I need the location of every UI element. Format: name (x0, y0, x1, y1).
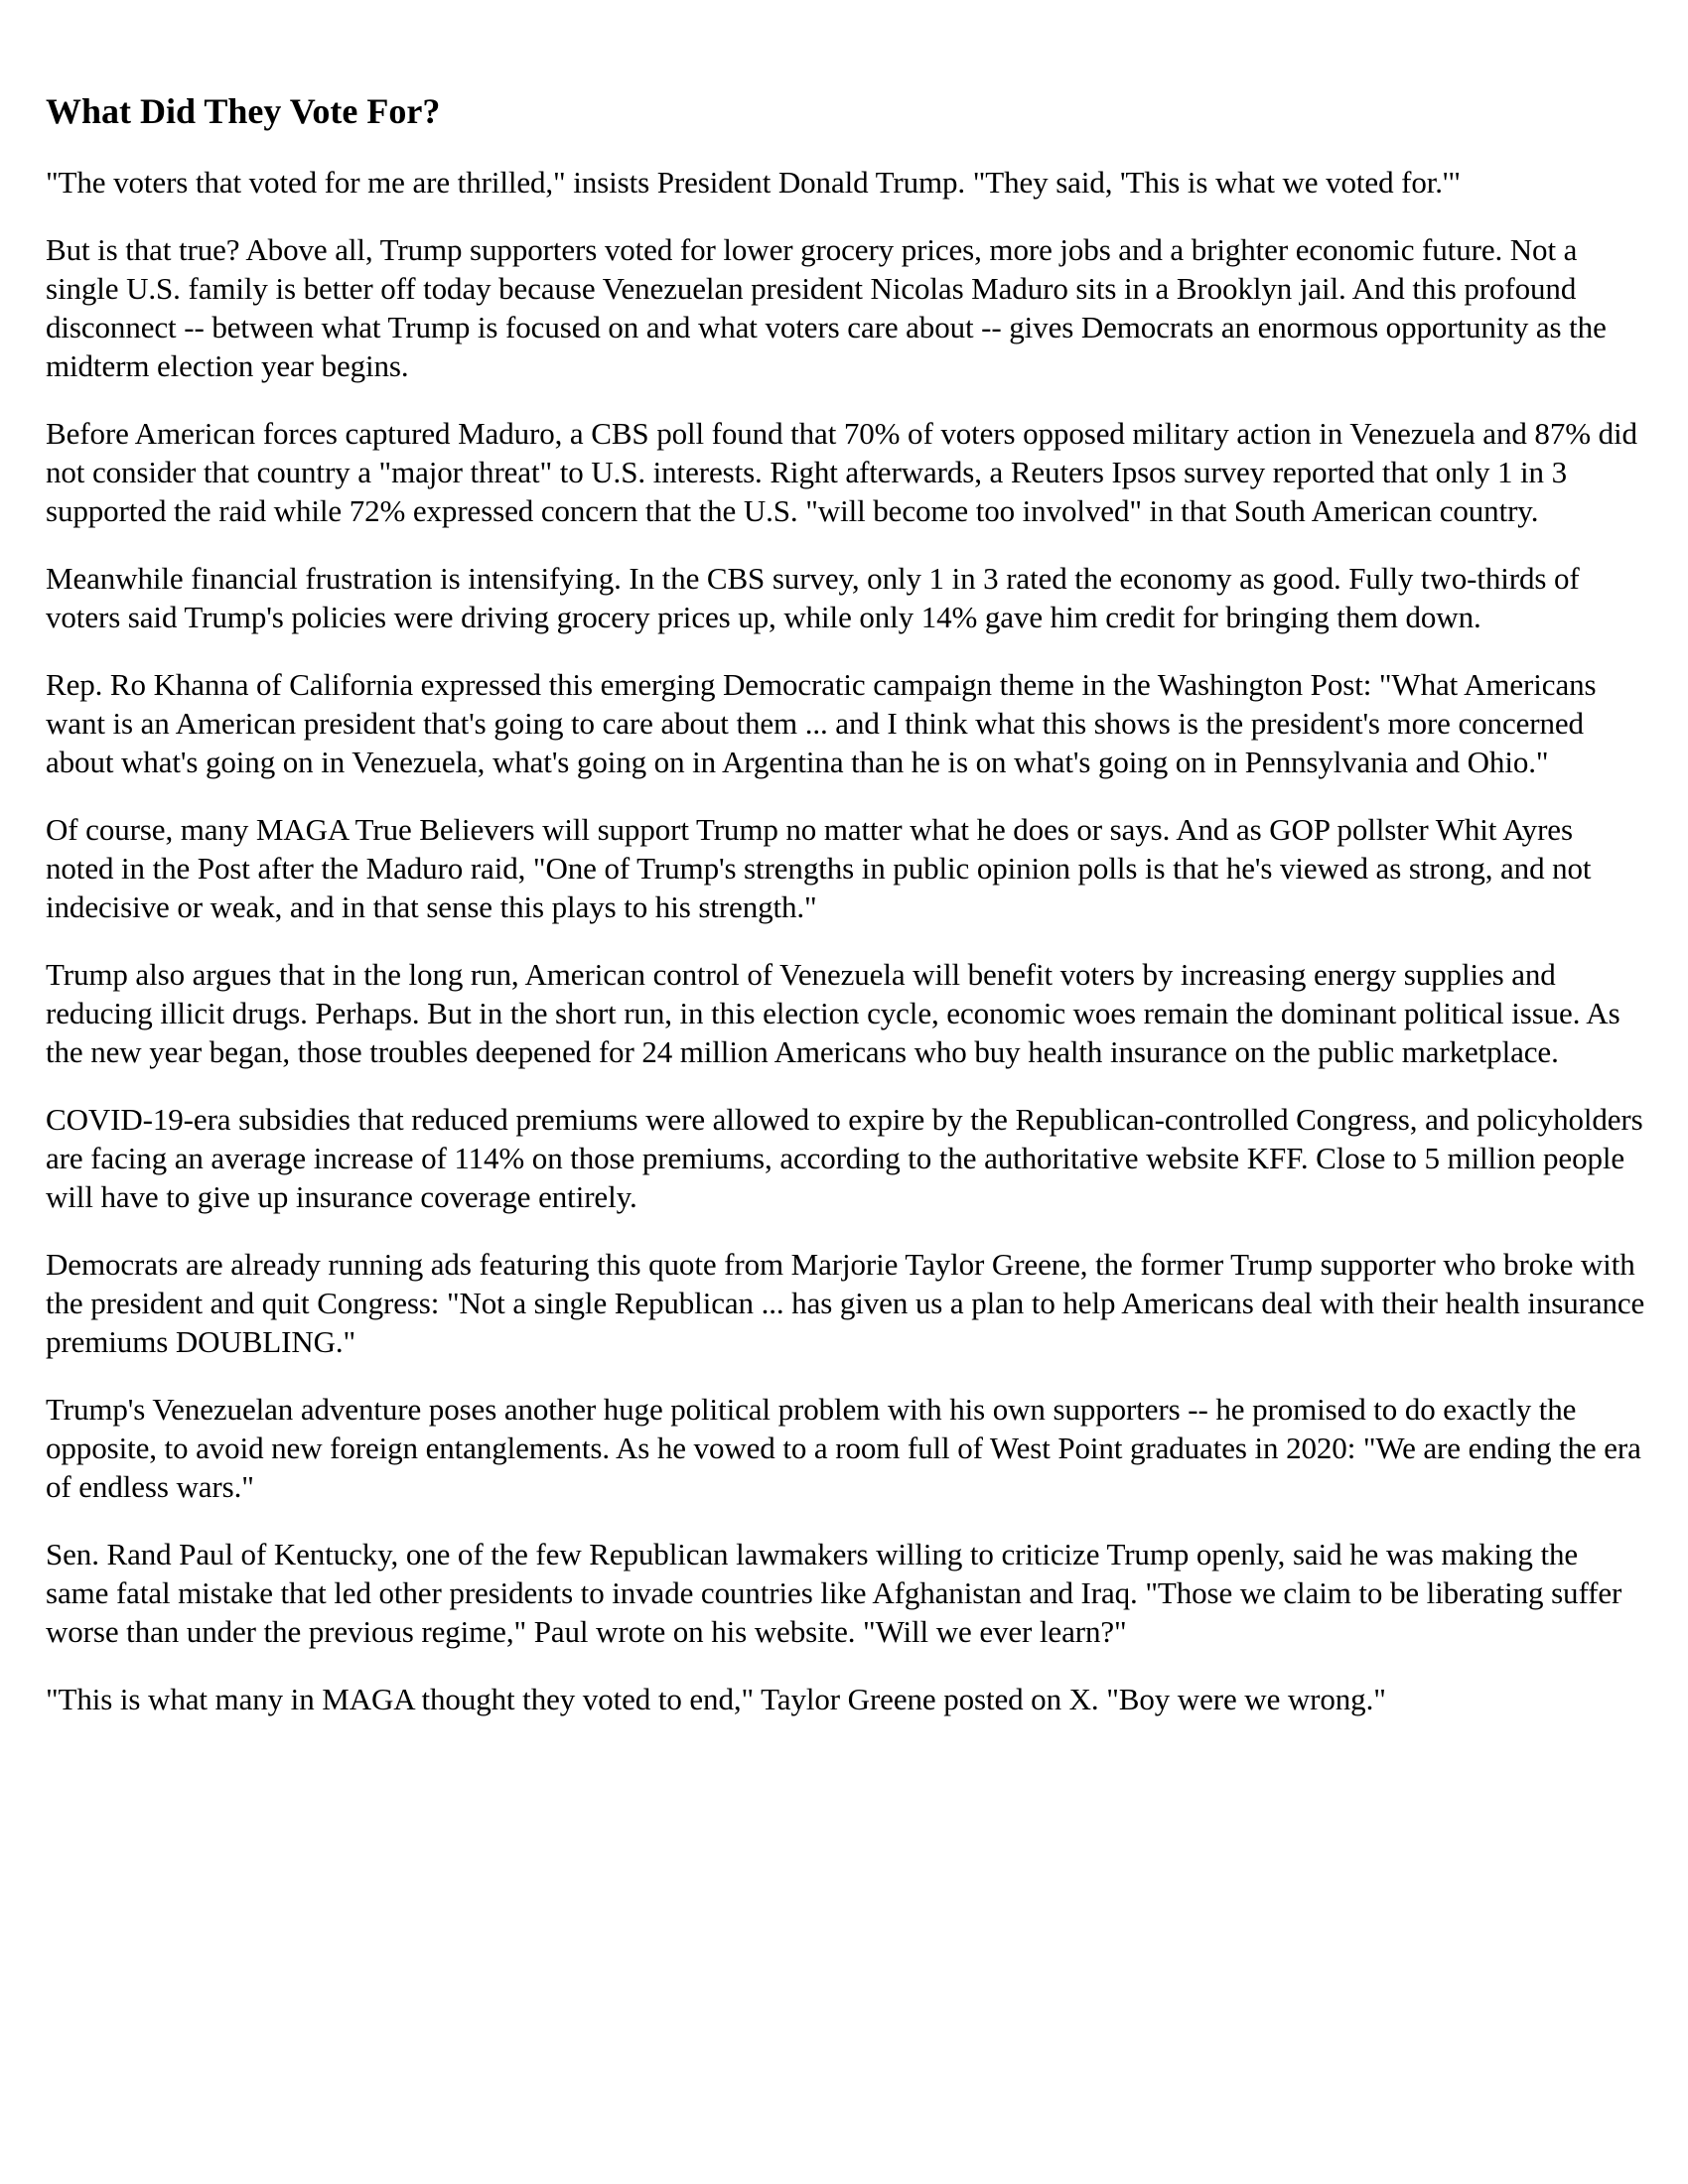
paragraph-9: Democrats are already running ads featuring this quote from Marjorie Taylor Greene, the former Trump supporter who broke with the president and quit Congress: "Not a single Republican ... has given us a plan to help Americans deal with their health insurance premiums DOUBLING." (46, 1247, 1645, 1359)
paragraph-4: Meanwhile financial frustration is intensifying. In the CBS survey, only 1 in 3 rated the economy as good. Fully two-thirds of voters said Trump's policies were driving grocery prices up, while only 14% gave him credit for bringing them down. (46, 561, 1580, 634)
paragraph-10: Trump's Venezuelan adventure poses another huge political problem with his own supporters -- he promised to do exactly the opposite, to avoid new foreign entanglements. As he vowed to a room full of West Point graduates in 2020: "We are ending the era of endless wars." (46, 1392, 1641, 1504)
paragraph-3: Before American forces captured Maduro, a CBS poll found that 70% of voters opposed military action in Venezuela and 87% did not consider that country a "major threat" to U.S. interests. Right afterwards, a Reuters Ipsos survey reported that only 1 in 3 supported the raid while 72% expressed concern that the U.S. "will become too involved" in that South American country. (46, 416, 1637, 528)
document-page (46, 89, 1646, 1747)
paragraph-6: Of course, many MAGA True Believers will support Trump no matter what he does or says. And as GOP pollster Whit Ayres noted in the Post after the Maduro raid, "One of Trump's strengths in public opinion polls is that he's viewed as strong, and not indecisive or weak, and in that sense this plays to his strength." (46, 812, 1592, 924)
paragraph-2: But is that true? Above all, Trump supporters voted for lower grocery prices, more jobs and a brighter economic future. Not a single U.S. family is better off today because Venezuelan president Nicolas Maduro sits in a Brooklyn jail. And this profound disconnect -- between what Trump is focused on and what voters care about -- gives Democrats an enormous opportunity as the midterm election year begins. (46, 232, 1607, 383)
paragraph-8: COVID-19-era subsidies that reduced premiums were allowed to expire by the Republican-controlled Congress, and policyholders are facing an average increase of 114% on those premiums, according to the authoritative website KFF. Close to 5 million people will have to give up insurance coverage entirely. (46, 1102, 1643, 1214)
article-title: What Did They Vote For? (46, 91, 441, 131)
paragraph-11: Sen. Rand Paul of Kentucky, one of the few Republican lawmakers willing to criticize Trump openly, said he was making the same fatal mistake that led other presidents to invade countries like Afghanistan and Iraq. "Those we claim to be liberating suffer worse than under the previous regime," Paul wrote on his website. "Will we ever learn?" (46, 1537, 1622, 1649)
paragraph-12: "This is what many in MAGA thought they voted to end," Taylor Greene posted on X. "Boy were we wrong." (46, 1682, 1386, 1716)
paragraph-1: "The voters that voted for me are thrilled," insists President Donald Trump. "They said, 'This is what we voted for.'" (46, 165, 1461, 200)
paragraph-7: Trump also argues that in the long run, American control of Venezuela will benefit voters by increasing energy supplies and reducing illicit drugs. Perhaps. But in the short run, in this election cycle, economic woes remain the dominant political issue. As the new year began, those troubles deepened for 24 million Americans who buy health insurance on the public marketplace. (46, 957, 1620, 1069)
paragraph-5: Rep. Ro Khanna of California expressed this emerging Democratic campaign theme in the Washington Post: "What Americans want is an American president that's going to care about them ... and I think what this shows is the president's more concerned about what's going on in Venezuela, what's going on in Argentina than he is on what's going on in Pennsylvania and Ohio." (46, 667, 1597, 779)
